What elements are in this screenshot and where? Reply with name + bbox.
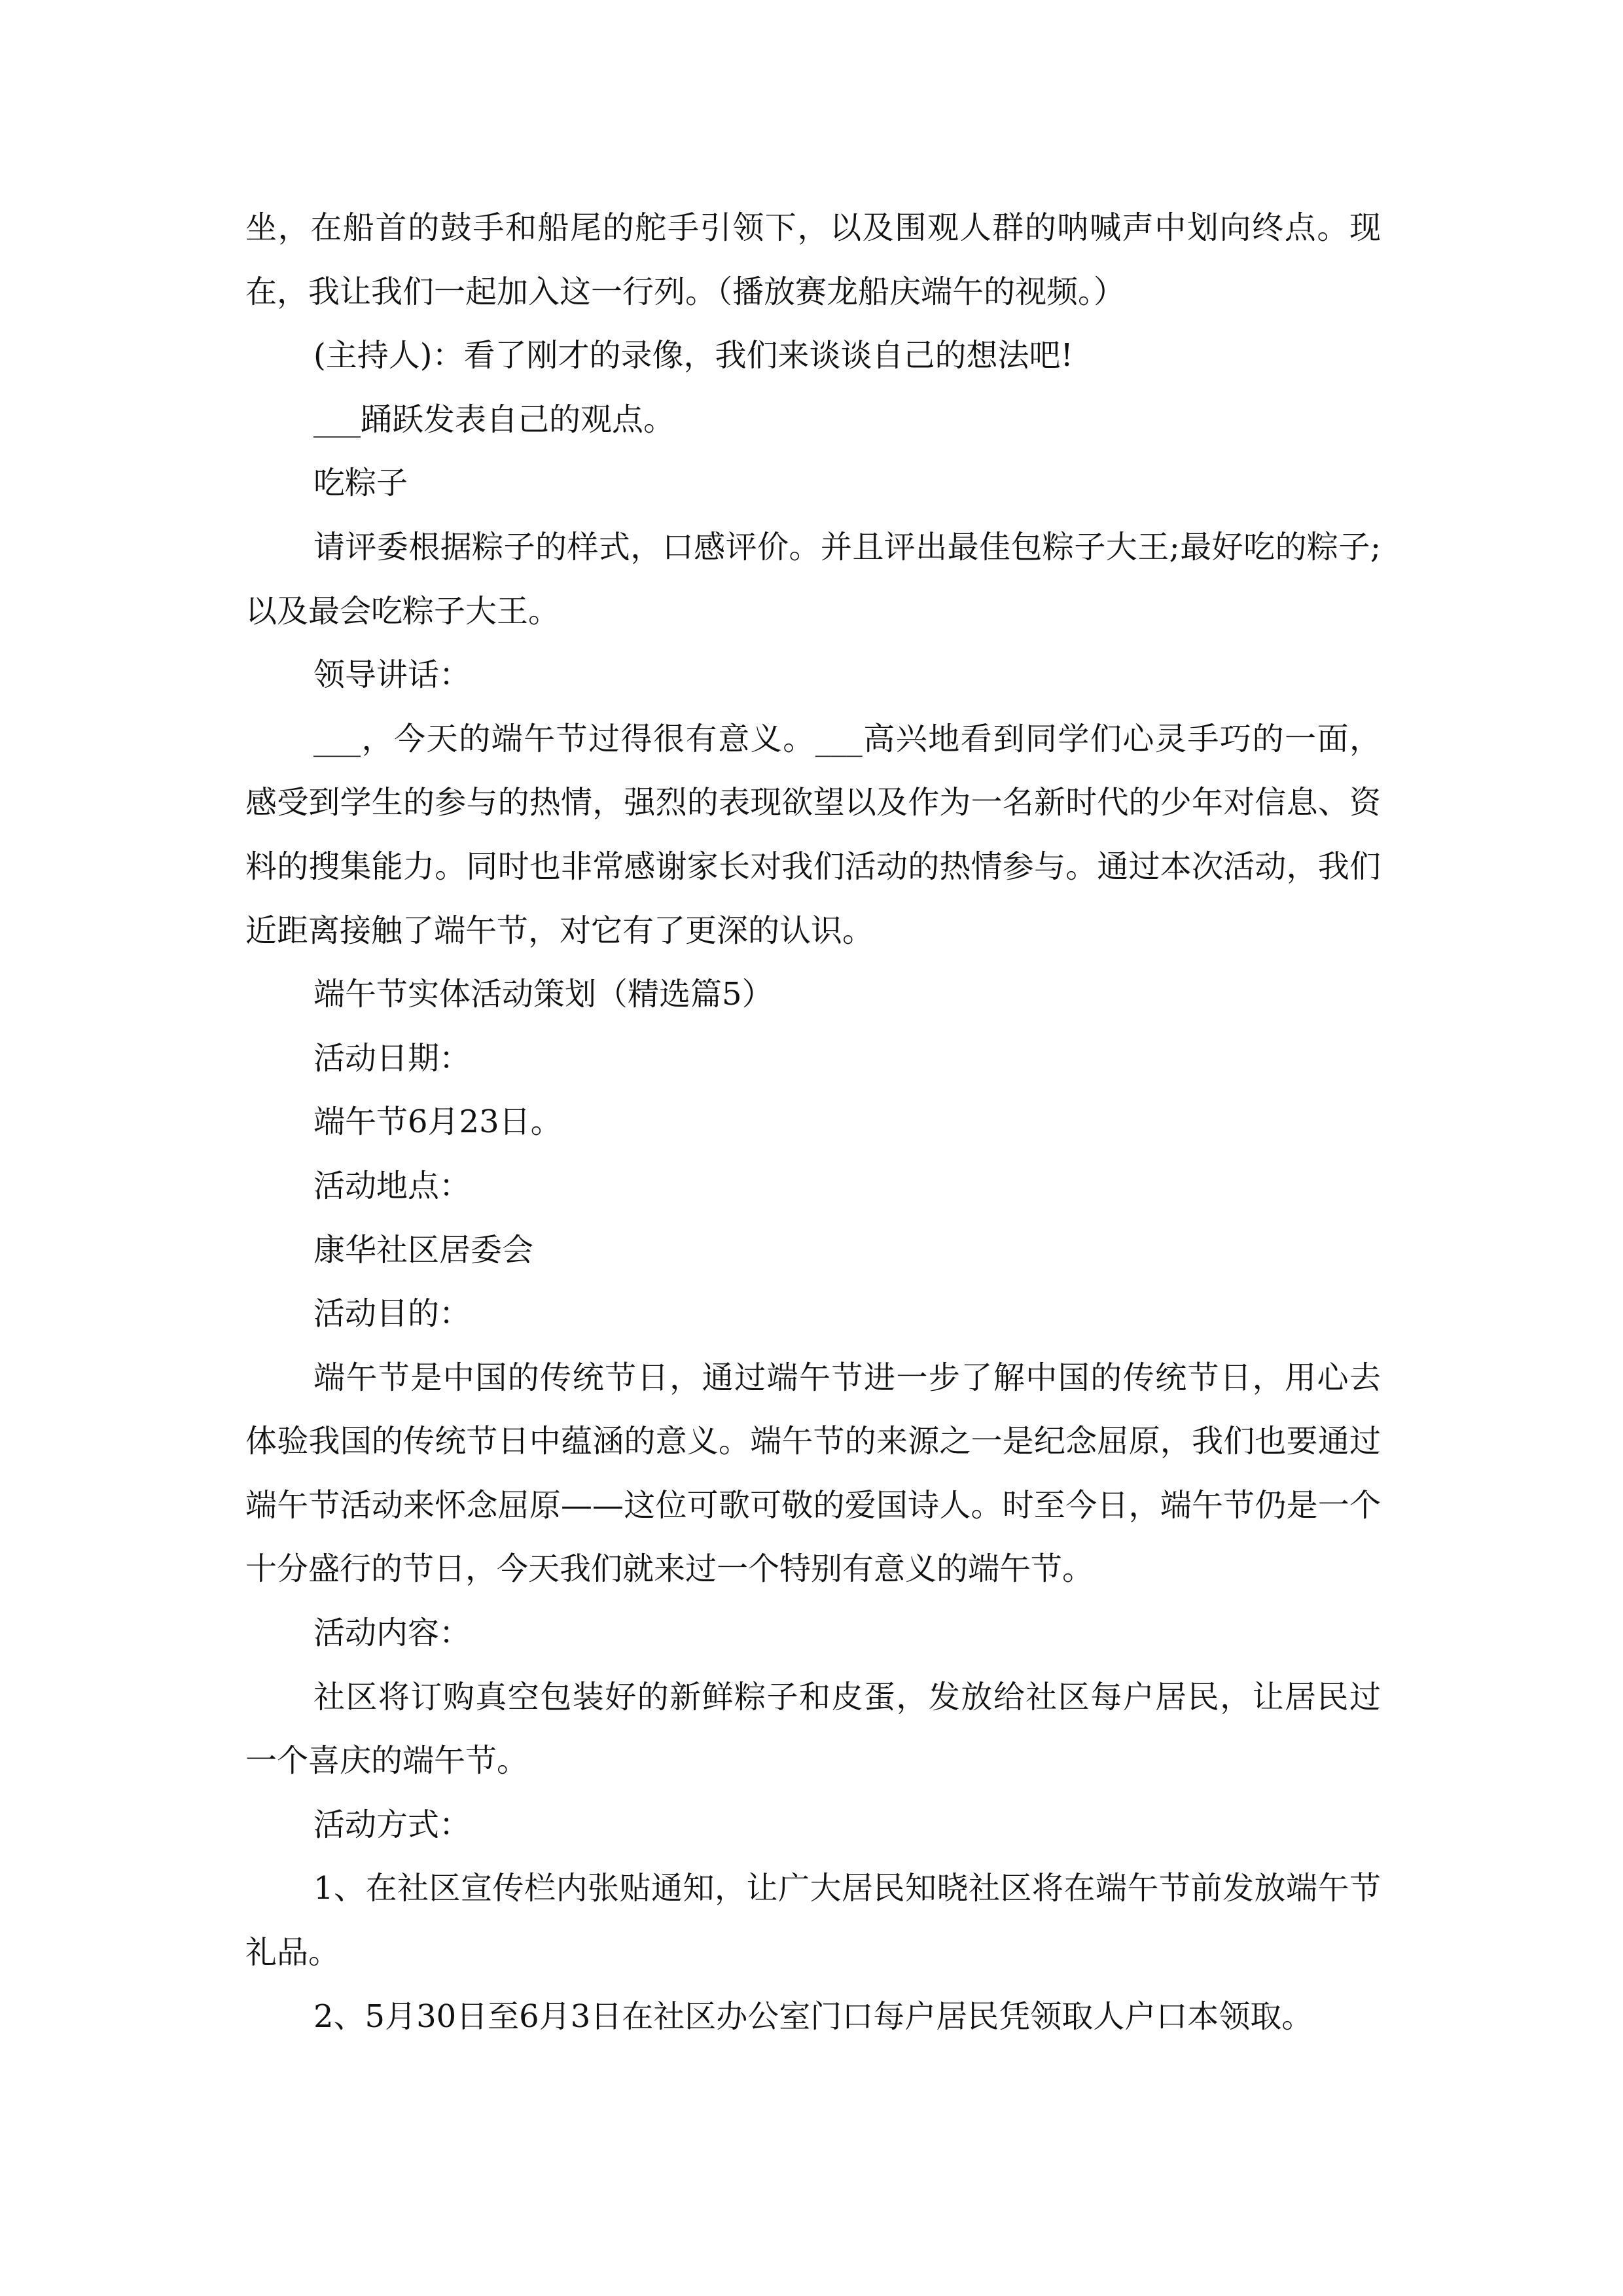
paragraph: 坐，在船首的鼓手和船尾的舵手引领下，以及围观人群的呐喊声中划向终点。现在，我让我们一起加入这一行列。（播放赛龙船庆端午的视频。） bbox=[245, 209, 1381, 310]
section-heading: 活动方式： bbox=[313, 1806, 471, 1843]
paragraph: ___踊跃发表自己的观点。 bbox=[313, 401, 675, 438]
paragraph: 康华社区居委会 bbox=[313, 1231, 534, 1268]
paragraph: 请评委根据粽子的样式，口感评价。并且评出最佳包粽子大王;最好吃的粽子;以及最会吃粽子大王。 bbox=[245, 528, 1381, 630]
paragraph: ___，今天的端午节过得很有意义。___高兴地看到同学们心灵手巧的一面，感受到学生的参与的热情，强烈的表现欲望以及作为一名新时代的少年对信息、资料的搜集能力。同时也非常感谢家长对我们活动的热情参与。通过本次活动，我们近距离接触了端午节，对它有了更深的认识。 bbox=[245, 720, 1381, 949]
document-body bbox=[245, 196, 1381, 2049]
section-heading: 领导讲话： bbox=[313, 656, 471, 694]
paragraph: 端午节6月23日。 bbox=[313, 1103, 562, 1141]
paragraph: 端午节是中国的传统节日，通过端午节进一步了解中国的传统节日，用心去体验我国的传统节日中蕴涵的意义。端午节的来源之一是纪念屈原，我们也要通过端午节活动来怀念屈原——这位可歌可敬的爱国诗人。时至今日，端午节仍是一个十分盛行的节日，今天我们就来过一个特别有意义的端午节。 bbox=[245, 1359, 1381, 1588]
list-item: 1、在社区宣传栏内张贴通知，让广大居民知晓社区将在端午节前发放端午节礼品。 bbox=[245, 1870, 1381, 1971]
section-heading: 吃粽子 bbox=[313, 465, 408, 502]
paragraph: 社区将订购真空包装好的新鲜粽子和皮蛋，发放给社区每户居民，让居民过一个喜庆的端午节。 bbox=[245, 1678, 1381, 1780]
article-title: 端午节实体活动策划（精选篇5） bbox=[313, 976, 774, 1013]
paragraph: (主持人)：看了刚才的录像，我们来谈谈自己的想法吧! bbox=[313, 337, 1073, 374]
section-heading: 活动目的： bbox=[313, 1295, 471, 1333]
section-heading: 活动日期： bbox=[313, 1039, 471, 1077]
section-heading: 活动地点： bbox=[313, 1167, 471, 1204]
list-item: 2、5月30日至6月3日在社区办公室门口每户居民凭领取人户口本领取。 bbox=[313, 1998, 1313, 2035]
section-heading: 活动内容： bbox=[313, 1615, 471, 1652]
